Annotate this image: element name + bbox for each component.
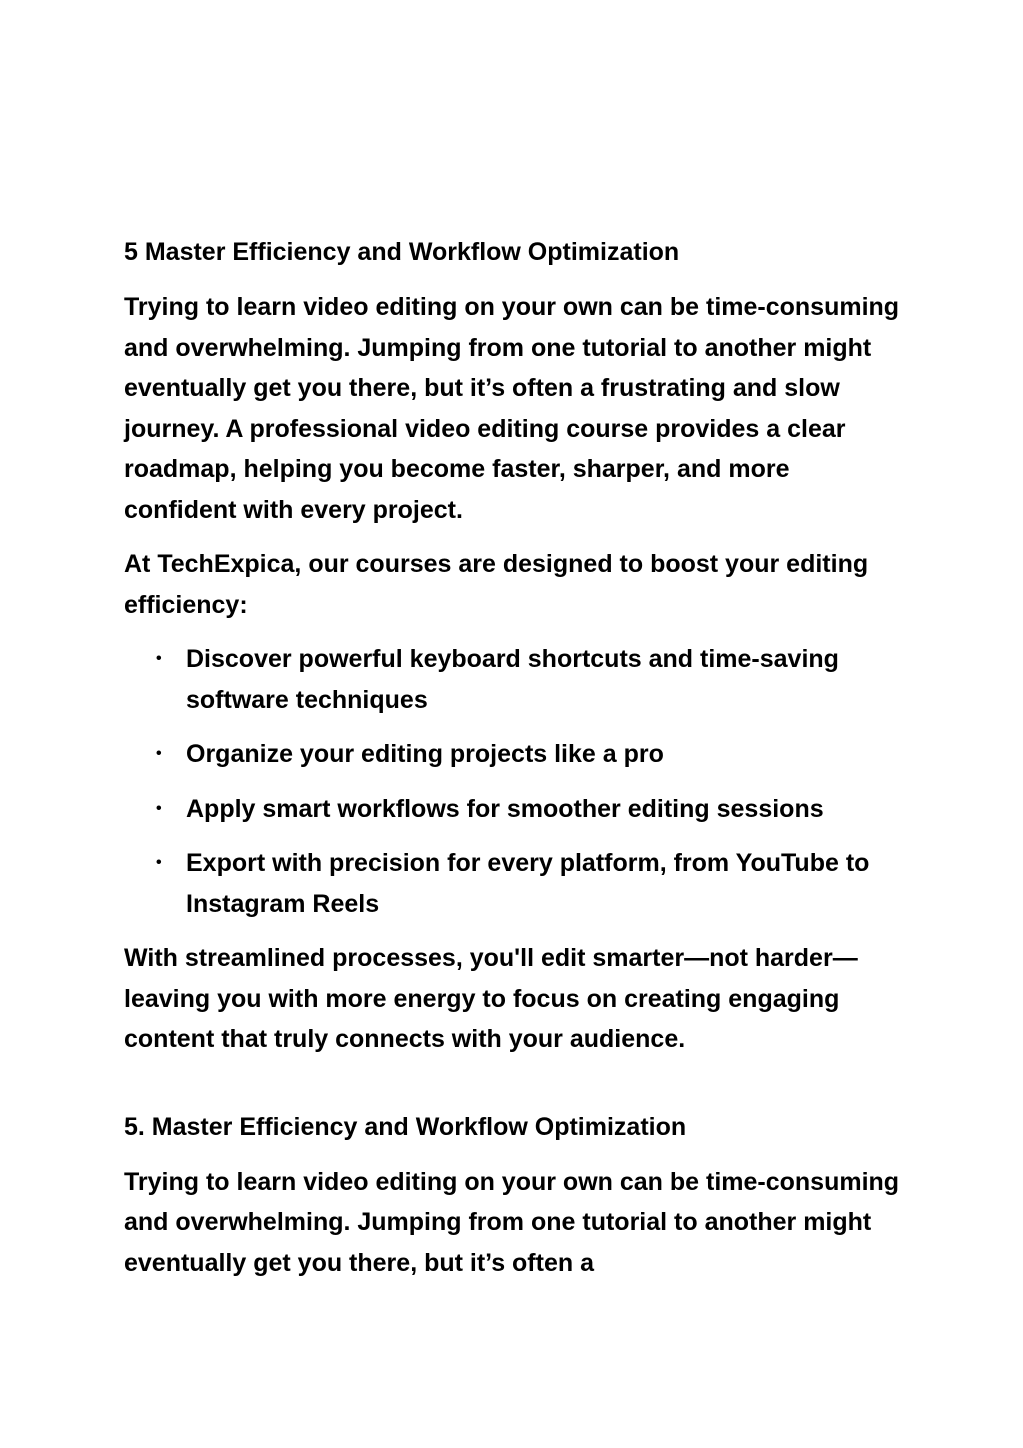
- list-item-text: Discover powerful keyboard shortcuts and time-saving software techniques: [186, 645, 839, 714]
- intro-paragraph: Trying to learn video editing on your own can be time-consuming and overwhelming. Jumping from one tutorial to another might eventually get you there, but it’s often a frustrating and slow journey. A professional video editing course provides a clear roadmap, helping you become faster, sharper, and more confident with every project.: [124, 293, 900, 524]
- list-item-text: Apply smart workflows for smoother editing sessions: [186, 794, 824, 823]
- techexpica-paragraph: At TechExpica, our courses are designed to boost your editing efficiency:: [124, 550, 869, 619]
- list-item: [156, 843, 904, 924]
- intro-paragraph-repeat: Trying to learn video editing on your own can be time-consuming and overwhelming. Jumping from one tutorial to another might eventually get you there, but it’s often a: [124, 1167, 900, 1277]
- efficiency-list: [124, 639, 904, 924]
- section-heading: 5 Master Efficiency and Workflow Optimization: [124, 238, 680, 266]
- closing-paragraph: With streamlined processes, you'll edit smarter—not harder—leaving you with more energy to focus on creating engaging content that truly connects with your audience.: [124, 944, 858, 1053]
- bullet-icon: •: [156, 650, 162, 667]
- list-item-text: Export with precision for every platform, from YouTube to Instagram Reels: [186, 849, 870, 918]
- bullet-icon: •: [156, 799, 162, 817]
- section-spacer: [124, 1074, 904, 1111]
- section-heading-repeat: 5. Master Efficiency and Workflow Optimization: [124, 1112, 687, 1141]
- list-item: [156, 789, 904, 830]
- document-page: [124, 236, 904, 1297]
- bullet-icon: •: [156, 854, 162, 871]
- list-item: [156, 639, 904, 720]
- list-item-text: Organize your editing projects like a pro: [186, 740, 664, 768]
- bullet-icon: •: [156, 745, 162, 762]
- list-item: [156, 734, 904, 775]
